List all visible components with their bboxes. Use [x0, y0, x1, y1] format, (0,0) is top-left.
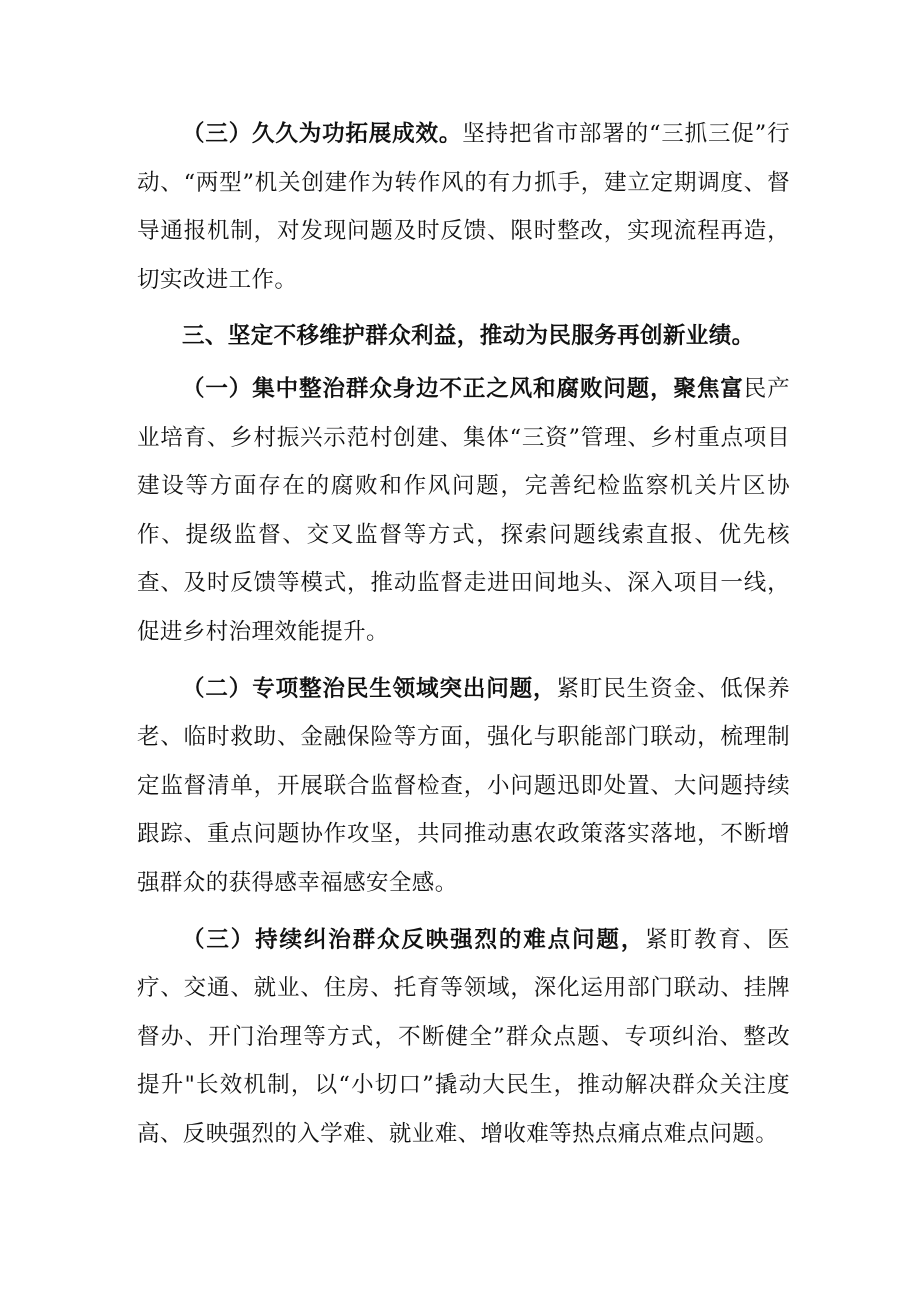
paragraph-work-style-3 [137, 110, 790, 304]
paragraph-body: 民产业培育、乡村振兴示范村创建、集体“三资”管理、乡村重点项目建设等方面存在的腐败和作风问题，完善纪检监察机关片区协作、提级监督、交叉监督等方式，探索问题线索直报、优先核查、及时反馈等模式，推动监督走进田间地头、深入项目一线，促进乡村治理效能提升。 [137, 375, 790, 645]
section-heading-3: 三、坚定不移维护群众利益，推动为民服务再创新业绩。 [182, 323, 755, 350]
paragraph-lead: （三）持续纠治群众反映强烈的难点问题， [182, 926, 646, 953]
paragraph-section3-item-3 [137, 916, 790, 1159]
paragraph-lead: （三）久久为功拓展成效。 [182, 121, 463, 147]
paragraph-lead: （二）专项整治民生领域突出问题， [182, 675, 557, 702]
paragraph-body: 坚持把省市部署的“三抓三促”行动、“两型”机关创建作为转作风的有力抓手，建立定期调度、督导通报机制，对发现问题及时反馈、限时整改，实现流程再造，切实改进工作。 [137, 121, 790, 293]
paragraph-section3-item-1 [137, 365, 790, 657]
paragraph-body: 紧盯教育、医疗、交通、就业、住房、托育等领域，深化运用部门联动、挂牌督办、开门治理等方式，不断健全”群众点题、专项纠治、整改提升"长效机制，以“小切口”撬动大民生，推动解决群众关注度高、反映强烈的入学难、就业难、增收难等热点痛点难点问题。 [137, 926, 790, 1147]
paragraph-body: 紧盯民生资金、低保养老、临时救助、金融保险等方面，强化与职能部门联动，梳理制定监督清单，开展联合监督检查，小问题迅即处置、大问题持续跟踪、重点问题协作攻坚，共同推动惠农政策落实落地，不断增强群众的获得感幸福感安全感。 [137, 675, 790, 896]
paragraph-section3-item-2 [137, 665, 790, 908]
paragraph-lead: （一）集中整治群众身边不正之风和腐败问题，聚焦富 [182, 375, 744, 402]
